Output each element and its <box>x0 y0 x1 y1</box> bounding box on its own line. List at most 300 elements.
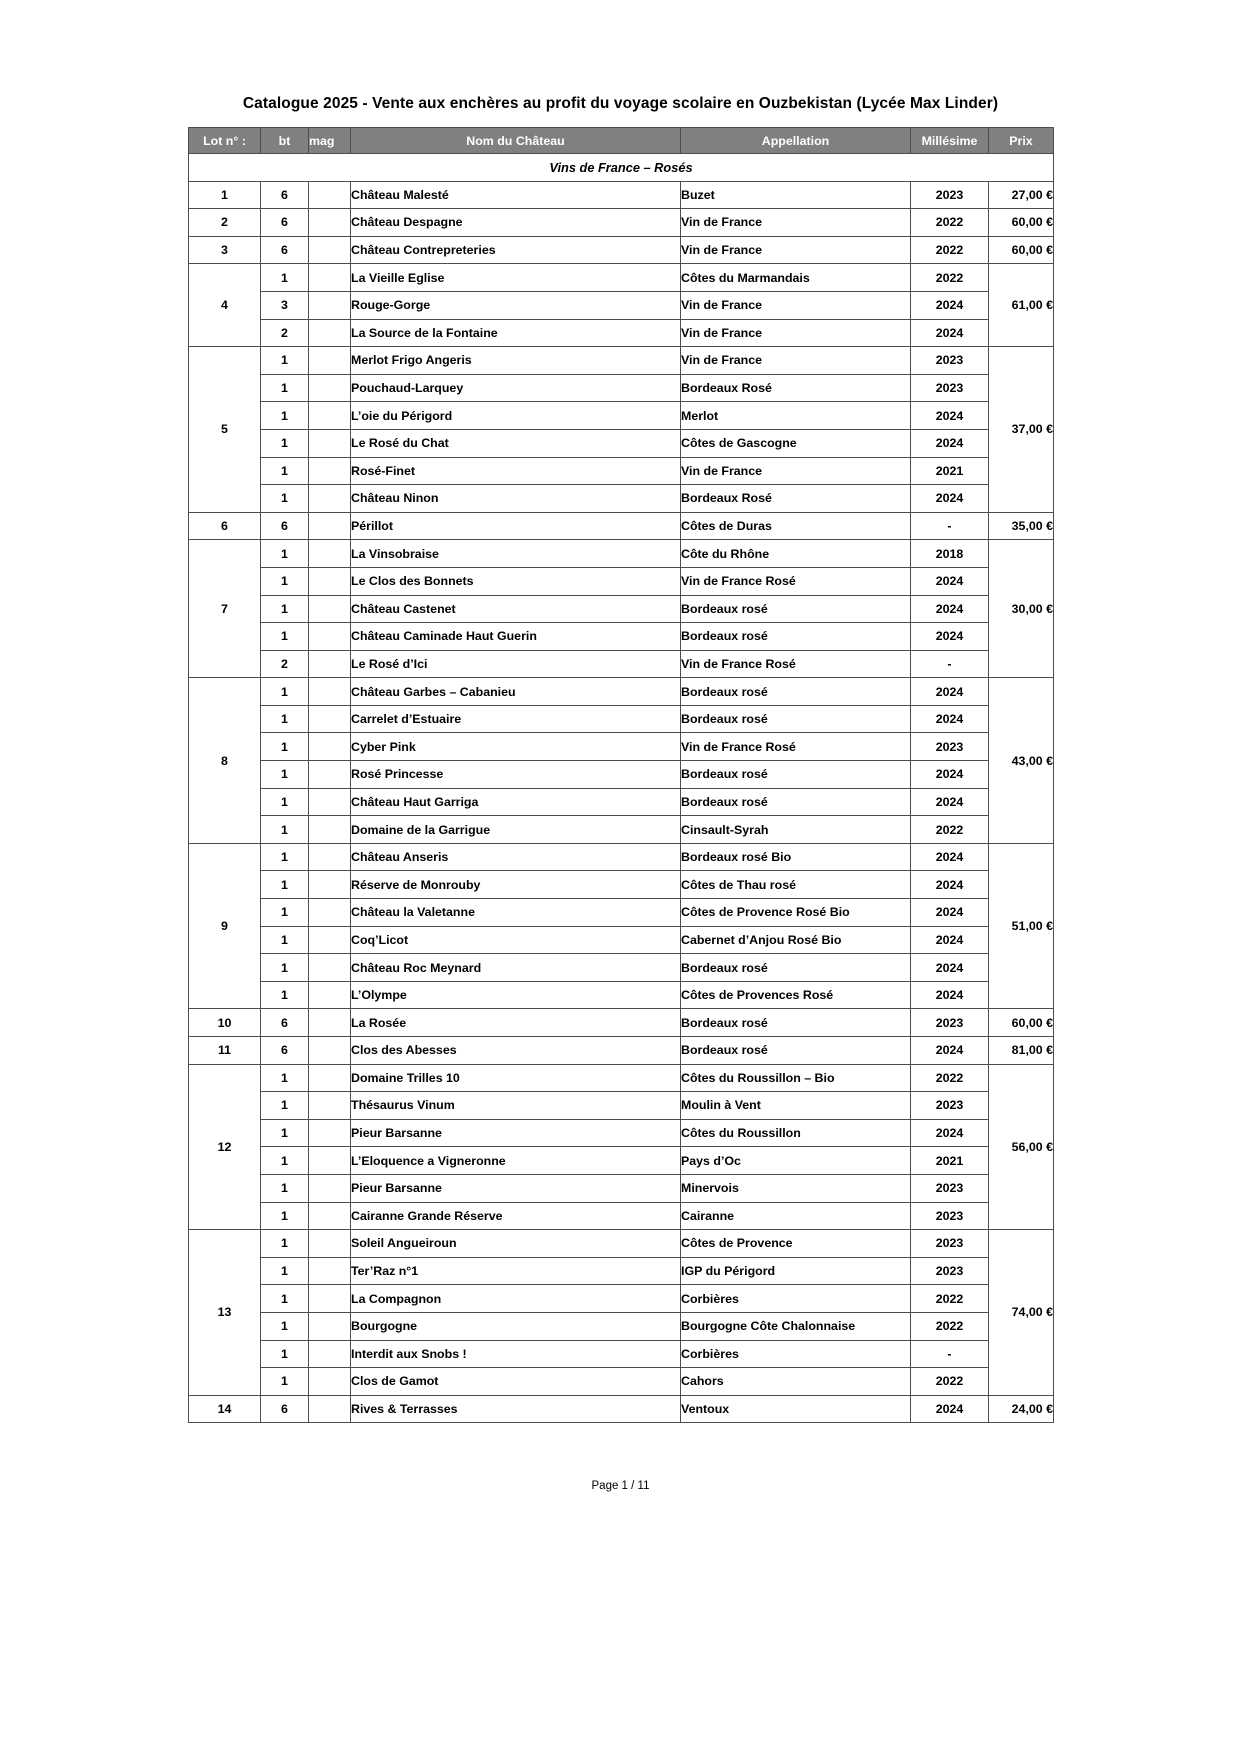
table-row <box>189 1312 1054 1340</box>
table-row <box>189 843 1054 871</box>
cell-millesime: 2024 <box>911 1119 989 1147</box>
table-row <box>189 1147 1054 1175</box>
cell-appellation: IGP du Périgord <box>681 1257 911 1285</box>
cell-mag <box>309 981 351 1009</box>
cell-nom: L’Eloquence a Vigneronne <box>351 1147 681 1175</box>
catalogue-table-wrap <box>188 127 1053 1423</box>
cell-millesime: - <box>911 512 989 540</box>
table-row <box>189 457 1054 485</box>
cell-mag <box>309 1312 351 1340</box>
cell-millesime: 2024 <box>911 429 989 457</box>
cell-nom: Château Garbes – Cabanieu <box>351 678 681 706</box>
cell-bt: 1 <box>261 264 309 292</box>
cell-millesime: 2022 <box>911 1368 989 1396</box>
cell-appellation: Vin de France Rosé <box>681 650 911 678</box>
cell-appellation: Pays d’Oc <box>681 1147 911 1175</box>
cell-prix: 61,00 € <box>989 264 1054 347</box>
catalogue-table <box>188 127 1054 1423</box>
cell-appellation: Côtes du Roussillon – Bio <box>681 1064 911 1092</box>
column-header-nom: Nom du Château <box>351 128 681 154</box>
cell-mag <box>309 457 351 485</box>
cell-nom: Domaine Trilles 10 <box>351 1064 681 1092</box>
cell-appellation: Moulin à Vent <box>681 1092 911 1120</box>
cell-appellation: Bourgogne Côte Chalonnaise <box>681 1312 911 1340</box>
table-row <box>189 871 1054 899</box>
cell-bt: 1 <box>261 981 309 1009</box>
cell-mag <box>309 816 351 844</box>
cell-millesime: 2018 <box>911 540 989 568</box>
cell-bt: 3 <box>261 291 309 319</box>
cell-appellation: Cinsault-Syrah <box>681 816 911 844</box>
cell-mag <box>309 291 351 319</box>
cell-appellation: Corbières <box>681 1340 911 1368</box>
cell-bt: 1 <box>261 1230 309 1258</box>
cell-mag <box>309 1174 351 1202</box>
cell-appellation: Côte du Rhône <box>681 540 911 568</box>
cell-bt: 1 <box>261 1368 309 1396</box>
cell-bt: 1 <box>261 429 309 457</box>
cell-nom: Château Caminade Haut Guerin <box>351 623 681 651</box>
cell-bt: 1 <box>261 457 309 485</box>
cell-appellation: Bordeaux rosé <box>681 705 911 733</box>
cell-nom: Château la Valetanne <box>351 899 681 927</box>
cell-millesime: 2023 <box>911 733 989 761</box>
cell-appellation: Côtes de Provences Rosé <box>681 981 911 1009</box>
cell-millesime: 2022 <box>911 1064 989 1092</box>
cell-mag <box>309 264 351 292</box>
cell-mag <box>309 347 351 375</box>
cell-millesime: 2024 <box>911 595 989 623</box>
table-row <box>189 1202 1054 1230</box>
cell-millesime: - <box>911 650 989 678</box>
cell-mag <box>309 319 351 347</box>
cell-bt: 1 <box>261 1174 309 1202</box>
cell-nom: Château Contrepreteries <box>351 236 681 264</box>
cell-mag <box>309 733 351 761</box>
table-row <box>189 512 1054 540</box>
cell-mag <box>309 1340 351 1368</box>
table-row <box>189 595 1054 623</box>
cell-nom: Coq’Licot <box>351 926 681 954</box>
cell-nom: Ter’Raz n°1 <box>351 1257 681 1285</box>
cell-nom: Pouchaud-Larquey <box>351 374 681 402</box>
cell-bt: 1 <box>261 623 309 651</box>
section-header-row <box>189 154 1054 182</box>
cell-mag <box>309 650 351 678</box>
cell-millesime: 2024 <box>911 319 989 347</box>
table-row <box>189 181 1054 209</box>
cell-mag <box>309 623 351 651</box>
cell-prix: 27,00 € <box>989 181 1054 209</box>
cell-bt: 1 <box>261 733 309 761</box>
cell-mag <box>309 1230 351 1258</box>
cell-millesime: 2024 <box>911 678 989 706</box>
cell-lot: 1 <box>189 181 261 209</box>
cell-prix: 51,00 € <box>989 843 1054 1009</box>
cell-nom: Clos de Gamot <box>351 1368 681 1396</box>
cell-millesime: 2022 <box>911 264 989 292</box>
cell-millesime: 2023 <box>911 1202 989 1230</box>
cell-appellation: Ventoux <box>681 1395 911 1423</box>
cell-millesime: 2024 <box>911 871 989 899</box>
cell-nom: Rouge-Gorge <box>351 291 681 319</box>
cell-nom: La Vinsobraise <box>351 540 681 568</box>
cell-millesime: 2024 <box>911 981 989 1009</box>
cell-bt: 1 <box>261 1312 309 1340</box>
cell-bt: 6 <box>261 1395 309 1423</box>
table-row <box>189 236 1054 264</box>
cell-millesime: 2024 <box>911 705 989 733</box>
cell-millesime: 2024 <box>911 926 989 954</box>
cell-appellation: Merlot <box>681 402 911 430</box>
table-row <box>189 1174 1054 1202</box>
cell-bt: 6 <box>261 1037 309 1065</box>
cell-millesime: 2024 <box>911 899 989 927</box>
cell-millesime: 2024 <box>911 402 989 430</box>
column-header-appellation: Appellation <box>681 128 911 154</box>
cell-nom: La Source de la Fontaine <box>351 319 681 347</box>
cell-appellation: Côtes de Gascogne <box>681 429 911 457</box>
cell-nom: Domaine de la Garrigue <box>351 816 681 844</box>
table-row <box>189 788 1054 816</box>
cell-mag <box>309 1092 351 1120</box>
cell-nom: L’Olympe <box>351 981 681 1009</box>
cell-mag <box>309 954 351 982</box>
cell-appellation: Côtes du Roussillon <box>681 1119 911 1147</box>
cell-bt: 6 <box>261 512 309 540</box>
cell-millesime: 2023 <box>911 1174 989 1202</box>
column-header-bt: bt <box>261 128 309 154</box>
cell-millesime: 2023 <box>911 347 989 375</box>
cell-prix: 60,00 € <box>989 209 1054 237</box>
cell-prix: 74,00 € <box>989 1230 1054 1396</box>
table-row <box>189 1395 1054 1423</box>
cell-bt: 1 <box>261 1147 309 1175</box>
cell-mag <box>309 540 351 568</box>
cell-nom: Carrelet d’Estuaire <box>351 705 681 733</box>
cell-nom: Château Malesté <box>351 181 681 209</box>
cell-bt: 1 <box>261 1257 309 1285</box>
cell-appellation: Cahors <box>681 1368 911 1396</box>
table-row <box>189 1257 1054 1285</box>
table-row <box>189 899 1054 927</box>
cell-nom: Soleil Angueiroun <box>351 1230 681 1258</box>
page-title: Catalogue 2025 - Vente aux enchères au profit du voyage scolaire en Ouzbekistan (Lycée Max Linder) <box>242 95 999 112</box>
cell-prix: 30,00 € <box>989 540 1054 678</box>
cell-appellation: Côtes de Thau rosé <box>681 871 911 899</box>
cell-appellation: Côtes du Marmandais <box>681 264 911 292</box>
cell-bt: 1 <box>261 899 309 927</box>
table-row <box>189 291 1054 319</box>
cell-nom: Château Ninon <box>351 485 681 513</box>
cell-lot: 5 <box>189 347 261 513</box>
cell-prix: 35,00 € <box>989 512 1054 540</box>
table-row <box>189 1230 1054 1258</box>
cell-nom: Bourgogne <box>351 1312 681 1340</box>
cell-mag <box>309 1037 351 1065</box>
cell-appellation: Buzet <box>681 181 911 209</box>
cell-nom: Château Castenet <box>351 595 681 623</box>
cell-millesime: 2022 <box>911 816 989 844</box>
cell-mag <box>309 1119 351 1147</box>
cell-lot: 10 <box>189 1009 261 1037</box>
cell-nom: Clos des Abesses <box>351 1037 681 1065</box>
cell-nom: Interdit aux Snobs ! <box>351 1340 681 1368</box>
cell-lot: 9 <box>189 843 261 1009</box>
cell-nom: Le Rosé d’Ici <box>351 650 681 678</box>
cell-bt: 2 <box>261 319 309 347</box>
table-row <box>189 981 1054 1009</box>
cell-appellation: Cabernet d’Anjou Rosé Bio <box>681 926 911 954</box>
cell-mag <box>309 236 351 264</box>
cell-bt: 1 <box>261 567 309 595</box>
table-row <box>189 761 1054 789</box>
cell-mag <box>309 1009 351 1037</box>
table-header-row <box>189 128 1054 154</box>
table-row <box>189 402 1054 430</box>
cell-bt: 6 <box>261 209 309 237</box>
cell-appellation: Vin de France Rosé <box>681 567 911 595</box>
cell-appellation: Bordeaux Rosé <box>681 374 911 402</box>
table-row <box>189 816 1054 844</box>
cell-appellation: Côtes de Duras <box>681 512 911 540</box>
cell-bt: 1 <box>261 761 309 789</box>
cell-nom: Périllot <box>351 512 681 540</box>
cell-lot: 8 <box>189 678 261 844</box>
cell-nom: Château Roc Meynard <box>351 954 681 982</box>
cell-mag <box>309 512 351 540</box>
cell-bt: 1 <box>261 816 309 844</box>
cell-appellation: Vin de France <box>681 291 911 319</box>
cell-lot: 3 <box>189 236 261 264</box>
table-row <box>189 1009 1054 1037</box>
cell-bt: 1 <box>261 1340 309 1368</box>
column-header-mag: mag <box>309 128 351 154</box>
cell-appellation: Vin de France <box>681 347 911 375</box>
table-row <box>189 1285 1054 1313</box>
table-row <box>189 705 1054 733</box>
cell-mag <box>309 871 351 899</box>
cell-prix: 37,00 € <box>989 347 1054 513</box>
cell-nom: Le Clos des Bonnets <box>351 567 681 595</box>
table-row <box>189 678 1054 706</box>
cell-appellation: Cairanne <box>681 1202 911 1230</box>
cell-nom: La Compagnon <box>351 1285 681 1313</box>
cell-appellation: Vin de France <box>681 209 911 237</box>
cell-mag <box>309 761 351 789</box>
cell-millesime: 2023 <box>911 181 989 209</box>
cell-nom: L’oie du Périgord <box>351 402 681 430</box>
cell-millesime: 2023 <box>911 1257 989 1285</box>
cell-mag <box>309 1368 351 1396</box>
cell-mag <box>309 181 351 209</box>
cell-bt: 1 <box>261 347 309 375</box>
cell-millesime: 2024 <box>911 567 989 595</box>
table-body <box>189 154 1054 1423</box>
cell-lot: 6 <box>189 512 261 540</box>
cell-millesime: 2024 <box>911 623 989 651</box>
column-header-millesime: Millésime <box>911 128 989 154</box>
table-row <box>189 429 1054 457</box>
table-header <box>189 128 1054 154</box>
cell-bt: 1 <box>261 540 309 568</box>
cell-appellation: Bordeaux rosé <box>681 1037 911 1065</box>
cell-nom: La Rosée <box>351 1009 681 1037</box>
cell-nom: Rosé Princesse <box>351 761 681 789</box>
cell-prix: 43,00 € <box>989 678 1054 844</box>
cell-mag <box>309 843 351 871</box>
cell-mag <box>309 788 351 816</box>
cell-mag <box>309 1395 351 1423</box>
cell-mag <box>309 899 351 927</box>
cell-appellation: Côtes de Provence Rosé Bio <box>681 899 911 927</box>
cell-bt: 1 <box>261 595 309 623</box>
cell-mag <box>309 1285 351 1313</box>
cell-millesime: 2023 <box>911 1230 989 1258</box>
table-row <box>189 650 1054 678</box>
cell-lot: 14 <box>189 1395 261 1423</box>
table-row <box>189 623 1054 651</box>
cell-mag <box>309 374 351 402</box>
cell-nom: Réserve de Monrouby <box>351 871 681 899</box>
cell-prix: 60,00 € <box>989 236 1054 264</box>
cell-millesime: 2021 <box>911 1147 989 1175</box>
cell-bt: 1 <box>261 1092 309 1120</box>
cell-mag <box>309 209 351 237</box>
cell-appellation: Vin de France <box>681 319 911 347</box>
cell-mag <box>309 485 351 513</box>
cell-millesime: 2024 <box>911 1395 989 1423</box>
cell-millesime: 2024 <box>911 954 989 982</box>
cell-millesime: 2024 <box>911 761 989 789</box>
cell-mag <box>309 1147 351 1175</box>
cell-bt: 6 <box>261 1009 309 1037</box>
cell-appellation: Bordeaux rosé Bio <box>681 843 911 871</box>
cell-millesime: 2023 <box>911 374 989 402</box>
cell-bt: 1 <box>261 1064 309 1092</box>
cell-mag <box>309 926 351 954</box>
cell-mag <box>309 402 351 430</box>
cell-millesime: - <box>911 1340 989 1368</box>
cell-lot: 4 <box>189 264 261 347</box>
cell-millesime: 2023 <box>911 1092 989 1120</box>
cell-appellation: Bordeaux rosé <box>681 595 911 623</box>
cell-bt: 1 <box>261 843 309 871</box>
cell-nom: Thésaurus Vinum <box>351 1092 681 1120</box>
table-row <box>189 1092 1054 1120</box>
cell-nom: Château Despagne <box>351 209 681 237</box>
table-row <box>189 1368 1054 1396</box>
table-row <box>189 319 1054 347</box>
cell-bt: 1 <box>261 374 309 402</box>
cell-mag <box>309 678 351 706</box>
table-row <box>189 954 1054 982</box>
cell-prix: 60,00 € <box>989 1009 1054 1037</box>
cell-prix: 56,00 € <box>989 1064 1054 1230</box>
table-row <box>189 374 1054 402</box>
cell-bt: 1 <box>261 402 309 430</box>
table-row <box>189 1064 1054 1092</box>
table-row <box>189 347 1054 375</box>
cell-appellation: Bordeaux rosé <box>681 1009 911 1037</box>
column-header-prix: Prix <box>989 128 1054 154</box>
cell-mag <box>309 429 351 457</box>
cell-nom: Merlot Frigo Angeris <box>351 347 681 375</box>
cell-millesime: 2023 <box>911 1009 989 1037</box>
cell-millesime: 2024 <box>911 843 989 871</box>
cell-bt: 1 <box>261 1285 309 1313</box>
cell-bt: 6 <box>261 181 309 209</box>
cell-bt: 1 <box>261 1119 309 1147</box>
cell-mag <box>309 1064 351 1092</box>
cell-bt: 1 <box>261 926 309 954</box>
cell-mag <box>309 567 351 595</box>
cell-lot: 7 <box>189 540 261 678</box>
table-row <box>189 733 1054 761</box>
cell-bt: 6 <box>261 236 309 264</box>
table-row <box>189 1119 1054 1147</box>
cell-appellation: Vin de France <box>681 236 911 264</box>
table-row <box>189 1037 1054 1065</box>
cell-appellation: Côtes de Provence <box>681 1230 911 1258</box>
cell-bt: 1 <box>261 871 309 899</box>
cell-nom: Pieur Barsanne <box>351 1174 681 1202</box>
cell-lot: 11 <box>189 1037 261 1065</box>
cell-appellation: Bordeaux rosé <box>681 788 911 816</box>
cell-appellation: Bordeaux rosé <box>681 623 911 651</box>
cell-mag <box>309 1257 351 1285</box>
table-row <box>189 485 1054 513</box>
cell-nom: Le Rosé du Chat <box>351 429 681 457</box>
cell-millesime: 2024 <box>911 1037 989 1065</box>
cell-bt: 1 <box>261 485 309 513</box>
cell-mag <box>309 705 351 733</box>
cell-lot: 12 <box>189 1064 261 1230</box>
cell-appellation: Corbières <box>681 1285 911 1313</box>
column-header-lot: Lot n° : <box>189 128 261 154</box>
table-row <box>189 264 1054 292</box>
cell-millesime: 2022 <box>911 1312 989 1340</box>
table-row <box>189 926 1054 954</box>
cell-nom: La Vieille Eglise <box>351 264 681 292</box>
cell-bt: 2 <box>261 650 309 678</box>
cell-bt: 1 <box>261 788 309 816</box>
cell-appellation: Vin de France <box>681 457 911 485</box>
cell-nom: Château Anseris <box>351 843 681 871</box>
cell-nom: Cairanne Grande Réserve <box>351 1202 681 1230</box>
cell-millesime: 2021 <box>911 457 989 485</box>
cell-appellation: Minervois <box>681 1174 911 1202</box>
cell-mag <box>309 1202 351 1230</box>
cell-millesime: 2024 <box>911 485 989 513</box>
cell-nom: Cyber Pink <box>351 733 681 761</box>
cell-lot: 2 <box>189 209 261 237</box>
cell-millesime: 2022 <box>911 236 989 264</box>
cell-nom: Rives & Terrasses <box>351 1395 681 1423</box>
cell-bt: 1 <box>261 1202 309 1230</box>
cell-appellation: Vin de France Rosé <box>681 733 911 761</box>
section-label: Vins de France – Rosés <box>189 154 1054 182</box>
cell-millesime: 2024 <box>911 788 989 816</box>
page-footer: Page 1 / 11 <box>591 1480 650 1492</box>
cell-appellation: Bordeaux rosé <box>681 761 911 789</box>
cell-millesime: 2024 <box>911 291 989 319</box>
cell-bt: 1 <box>261 678 309 706</box>
cell-appellation: Bordeaux Rosé <box>681 485 911 513</box>
cell-appellation: Bordeaux rosé <box>681 954 911 982</box>
cell-millesime: 2022 <box>911 209 989 237</box>
table-row <box>189 209 1054 237</box>
